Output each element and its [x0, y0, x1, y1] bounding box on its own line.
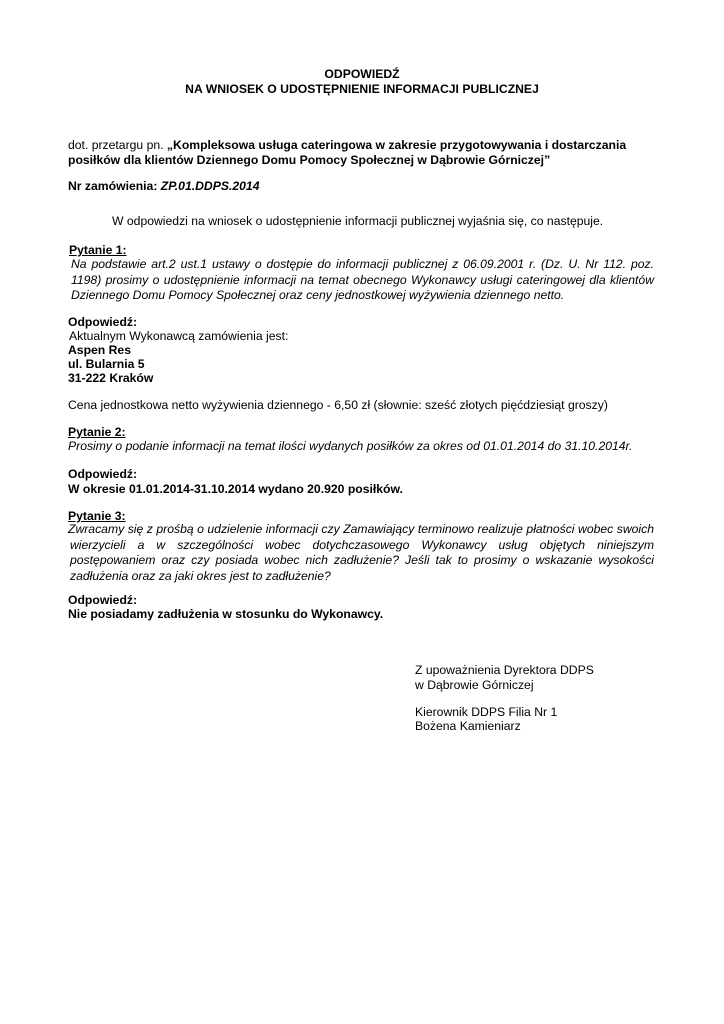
document-title-line1: ODPOWIEDŹ: [324, 67, 400, 81]
subject-prefix: dot. przetargu pn.: [68, 138, 167, 152]
question-1-text: [71, 257, 654, 304]
document-title-line2: NA WNIOSEK O UDOSTĘPNIENIE INFORMACJI PUBLICZNEJ: [185, 82, 539, 96]
contractor-street: ul. Bularnia 5: [68, 357, 145, 371]
question-1-label: Pytanie 1:: [69, 243, 127, 257]
order-value: ZP.01.DDPS.2014: [160, 179, 260, 193]
question-1-line: Dziennego Domu Pomocy Społecznej oraz ceny jednostkowej wyżywienia dziennego netto.: [71, 288, 565, 302]
question-3-line: postępowaniem oraz czy posiada wobec nich zadłużenie? Jeśli tak to prosimy o wskazanie wysokości: [70, 553, 654, 567]
subject-title-part1: „Kompleksowa usługa cateringowa w zakresie przygotowywania i dostarczania: [166, 138, 627, 152]
question-1-line: 1198) prosimy o udostępnienie informacji na temat obecnego Wykonawcy usługi cateringowej dla klientów: [71, 272, 654, 287]
order-label: Nr zamówienia:: [68, 179, 161, 193]
signature-name: Bożena Kamieniarz: [415, 719, 521, 733]
answer-1-intro: Aktualnym Wykonawcą zamówienia jest:: [69, 329, 289, 343]
answer-2-text: W okresie 01.01.2014-31.10.2014 wydano 20.920 posiłków.: [68, 482, 403, 496]
question-3-label: Pytanie 3:: [68, 509, 126, 523]
contractor-city: 31-222 Kraków: [68, 371, 154, 385]
order-number: [68, 179, 259, 194]
signature-line1: Z upoważnienia Dyrektora DDPS: [415, 663, 594, 677]
intro-text: W odpowiedzi na wniosek o udostępnienie informacji publicznej wyjaśnia się, co następuje.: [112, 214, 604, 228]
unit-price: Cena jednostkowa netto wyżywienia dziennego - 6,50 zł (słownie: sześć złotych pięćdziesiąt groszy): [68, 398, 608, 412]
answer-2-label: Odpowiedź:: [68, 467, 138, 481]
question-3-line: zadłużenia oraz za jaki okres jest to zadłużenie?: [70, 568, 331, 583]
subject-line2: posiłków dla klientów Dziennego Domu Pomocy Społecznej w Dąbrowie Górniczej”: [68, 153, 551, 167]
question-2-label: Pytanie 2:: [68, 425, 126, 439]
question-3-line: Zwracamy się z prośbą o udzielenie informacji czy Zamawiający terminowo realizuje płatności wobec swoich: [68, 522, 654, 536]
contractor-name: Aspen Res: [68, 343, 131, 357]
answer-3-label: Odpowiedź:: [68, 593, 138, 607]
signature-line2: w Dąbrowie Górniczej: [415, 678, 534, 692]
question-1-line: Na podstawie art.2 ust.1 ustawy o dostępie do informacji publicznej z 06.09.2001 r. (Dz. U. Nr 112. poz.: [71, 257, 654, 271]
signature-title: Kierownik DDPS Filia Nr 1: [415, 705, 558, 719]
subject-line1: [68, 138, 626, 153]
answer-3-text: Nie posiadamy zadłużenia w stosunku do Wykonawcy.: [68, 607, 384, 621]
answer-1-label: Odpowiedź:: [68, 315, 138, 329]
question-3-line: wierzycieli a w szczególności wobec dotychczasowego Wykonawcy usług objętych niniejszym: [70, 537, 654, 552]
question-3-text: [68, 522, 654, 584]
question-2-text: Prosimy o podanie informacji na temat ilości wydanych posiłków za okres od 01.01.2014 do 31.10.2014r.: [68, 439, 633, 453]
